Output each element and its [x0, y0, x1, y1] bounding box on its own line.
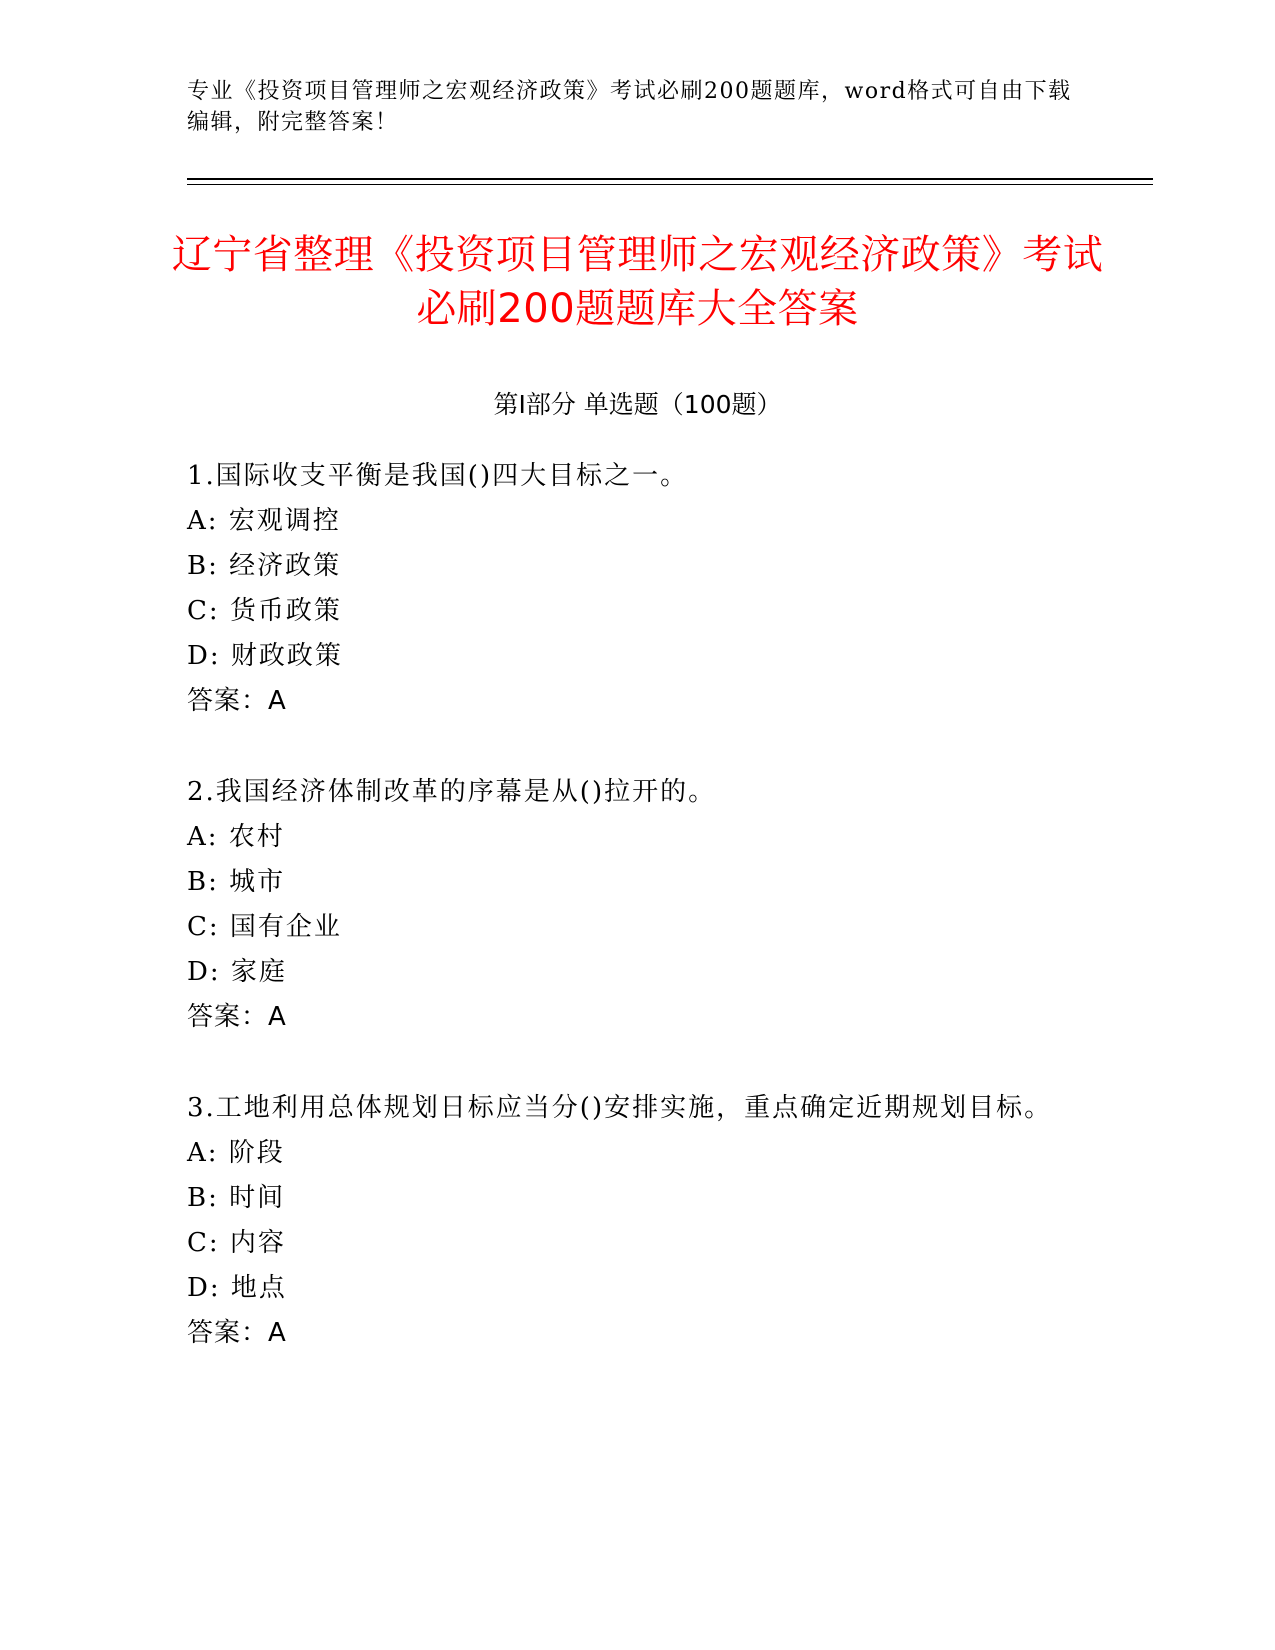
option-b: B: 时间: [187, 1183, 286, 1213]
question-1: [187, 454, 1087, 724]
header-note: 专业《投资项目管理师之宏观经济政策》考试必刷200题题库，word格式可自由下载编辑，附完整答案！: [187, 79, 1072, 135]
section-heading: 第Ⅰ部分 单选题（100题）: [493, 390, 782, 419]
option-c: C: 内容: [187, 1228, 286, 1258]
header-rule-thin: [187, 184, 1153, 185]
question-2: [187, 770, 1087, 1040]
option-b: B: 城市: [187, 867, 286, 897]
option-d: D: 家庭: [187, 957, 287, 987]
option-a: A: 农村: [187, 822, 285, 852]
option-c: C: 国有企业: [187, 912, 342, 942]
document-title: 辽宁省整理《投资项目管理师之宏观经济政策》考试必刷200题题库大全答案: [171, 232, 1104, 332]
question-3: [187, 1086, 1087, 1356]
header-rule-thick: [187, 178, 1153, 180]
option-d: D: 地点: [187, 1273, 287, 1303]
question-stem: 2.我国经济体制改革的序幕是从()拉开的。: [187, 777, 717, 807]
option-c: C: 货币政策: [187, 596, 342, 626]
option-a: A: 阶段: [187, 1138, 285, 1168]
option-a: A: 宏观调控: [187, 506, 341, 536]
question-stem: 3.工地利用总体规划日标应当分()安排实施，重点确定近期规划目标。: [187, 1093, 1053, 1123]
option-b: B: 经济政策: [187, 551, 342, 581]
answer: 答案：A: [187, 686, 287, 716]
answer: 答案：A: [187, 1318, 287, 1348]
answer: 答案：A: [187, 1002, 287, 1032]
option-d: D: 财政政策: [187, 641, 343, 671]
question-stem: 1.国际收支平衡是我国()四大目标之一。: [187, 461, 689, 491]
